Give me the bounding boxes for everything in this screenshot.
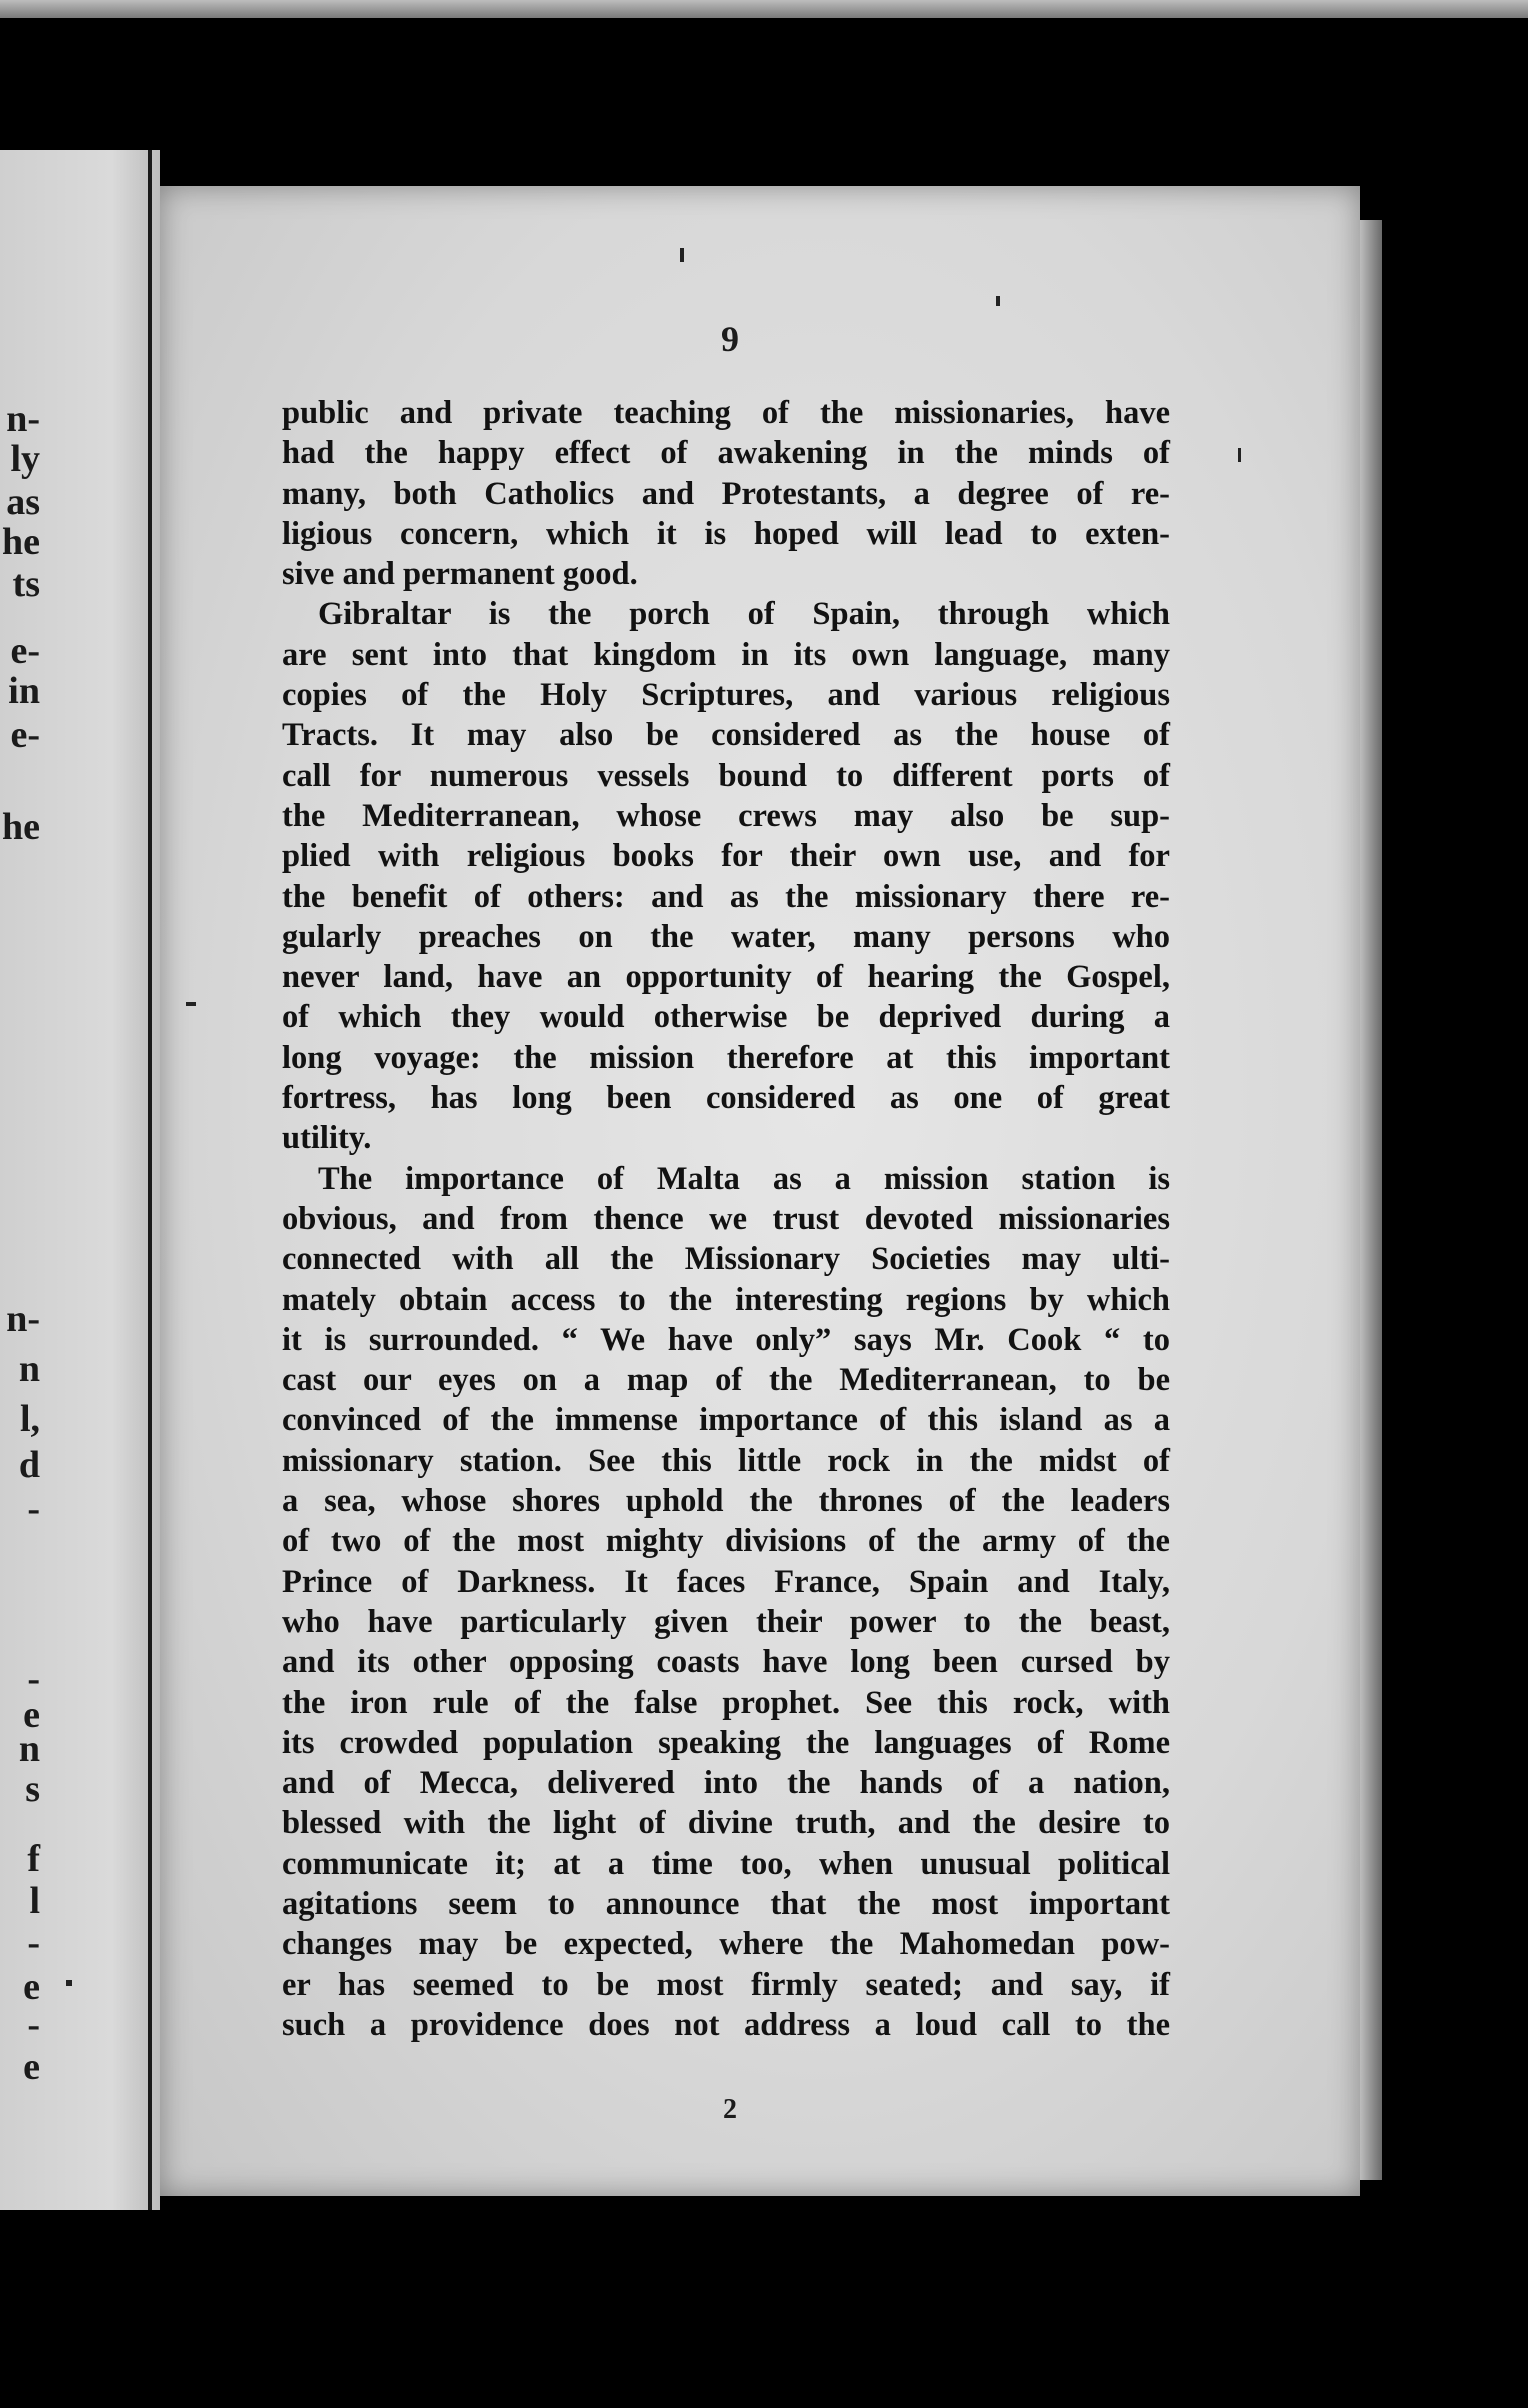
text-line: The importance of Malta as a mission station is: [318, 1160, 1170, 1197]
text-line: such a providence does not address a loud call to the: [282, 2006, 1170, 2043]
scan-speck: [1238, 448, 1241, 462]
text-line: and its other opposing coasts have long been cursed by: [282, 1644, 1170, 1681]
text-line: and of Mecca, delivered into the hands of a nation,: [282, 1765, 1170, 1802]
text-line: long voyage: the mission therefore at this important: [282, 1039, 1170, 1076]
text-line: who have particularly given their power to the beast,: [282, 1603, 1170, 1640]
text-line: fortress, has long been considered as one of great: [282, 1080, 1170, 1117]
left-page-fragment: n-: [6, 398, 40, 440]
scan-speck: [186, 1002, 196, 1006]
left-page-fragment: he: [2, 806, 40, 848]
text-line: mately obtain access to the interesting regions by which: [282, 1281, 1170, 1318]
text-line: plied with religious books for their own use, and for: [282, 838, 1170, 875]
text-line: Gibraltar is the porch of Spain, through which: [318, 596, 1170, 633]
text-line: blessed with the light of divine truth, and the desire to: [282, 1805, 1170, 1842]
text-line: of which they would otherwise be deprived during a: [282, 999, 1170, 1036]
scan-speck: [996, 296, 1000, 306]
right-page-edge: [1360, 220, 1382, 2180]
left-page-fragment: e-: [10, 714, 40, 756]
left-page-fragment: n-: [6, 1298, 40, 1340]
left-page-fragment: -: [27, 2004, 40, 2046]
text-line: obvious, and from thence we trust devoted missionaries: [282, 1200, 1170, 1237]
left-page-fragment: e: [23, 1694, 40, 1736]
left-page-fragment: l: [29, 1880, 40, 1922]
left-page-fragment: d: [18, 1444, 40, 1486]
text-line: Prince of Darkness. It faces France, Spain and Italy,: [282, 1563, 1170, 1600]
text-line: a sea, whose shores uphold the thrones of the leaders: [282, 1483, 1170, 1520]
left-page-fragment: ts: [12, 563, 40, 605]
scan-speck: [66, 1980, 72, 1986]
text-line: the Mediterranean, whose crews may also be sup-: [282, 797, 1170, 834]
signature-mark: 2: [723, 2094, 737, 2125]
text-line: call for numerous vessels bound to different ports of: [282, 757, 1170, 794]
left-page-fragment: -: [27, 1658, 40, 1700]
left-page-fragment: in: [8, 670, 40, 712]
left-page-fragment: n: [18, 1348, 40, 1390]
left-page-fragment: f: [27, 1838, 40, 1880]
body-text: [282, 393, 1170, 2045]
text-line: copies of the Holy Scriptures, and various religious: [282, 677, 1170, 714]
left-page-fragment: n: [18, 1728, 40, 1770]
text-line: connected with all the Missionary Societies may ulti-: [282, 1241, 1170, 1278]
left-page-fragment: ly: [10, 438, 40, 480]
page-number: 9: [721, 319, 739, 359]
text-line: Tracts. It may also be considered as the house of: [282, 717, 1170, 754]
text-line: never land, have an opportunity of hearing the Gospel,: [282, 959, 1170, 996]
text-line: agitations seem to announce that the most important: [282, 1885, 1170, 1922]
text-line: many, both Catholics and Protestants, a degree of re-: [282, 475, 1170, 512]
gutter-line: [148, 150, 152, 2210]
text-line: communicate it; at a time too, when unusual political: [282, 1845, 1170, 1882]
scan-top-strip: [0, 0, 1528, 18]
scan-speck: [680, 248, 684, 262]
left-page-fragment: e: [23, 1966, 40, 2008]
text-line: er has seemed to be most firmly seated; and say, if: [282, 1966, 1170, 2003]
text-line: of two of the most mighty divisions of the army of the: [282, 1523, 1170, 1560]
text-line: the iron rule of the false prophet. See this rock, with: [282, 1684, 1170, 1721]
text-line: it is surrounded. “ We have only” says Mr. Cook “ to: [282, 1321, 1170, 1358]
left-page-fragment: l,: [19, 1398, 40, 1440]
text-line: public and private teaching of the missionaries, have: [282, 395, 1170, 431]
left-page-fragment: as: [6, 481, 40, 523]
text-line: changes may be expected, where the Mahomedan pow-: [282, 1926, 1170, 1963]
text-line: had the happy effect of awakening in the minds of: [282, 435, 1170, 472]
text-line: the benefit of others: and as the missionary there re-: [282, 878, 1170, 915]
text-line: utility.: [282, 1120, 372, 1157]
text-line: missionary station. See this little rock in the midst of: [282, 1442, 1170, 1479]
text-line: its crowded population speaking the languages of Rome: [282, 1724, 1170, 1761]
left-page-fragment: -: [27, 1488, 40, 1530]
text-line: gularly preaches on the water, many persons who: [282, 918, 1170, 955]
text-line: ligious concern, which it is hoped will lead to exten-: [282, 515, 1170, 552]
text-line: cast our eyes on a map of the Mediterranean, to be: [282, 1362, 1170, 1399]
text-line: are sent into that kingdom in its own language, many: [282, 636, 1170, 673]
left-page-fragment: e-: [10, 630, 40, 672]
left-page-fragment: -: [27, 1922, 40, 1964]
text-line: sive and permanent good.: [282, 556, 638, 593]
text-line: convinced of the immense importance of this island as a: [282, 1402, 1170, 1439]
left-page-fragment: he: [2, 521, 40, 563]
left-page-fragment: e: [23, 2046, 40, 2088]
left-page-fragment: s: [25, 1768, 40, 1810]
